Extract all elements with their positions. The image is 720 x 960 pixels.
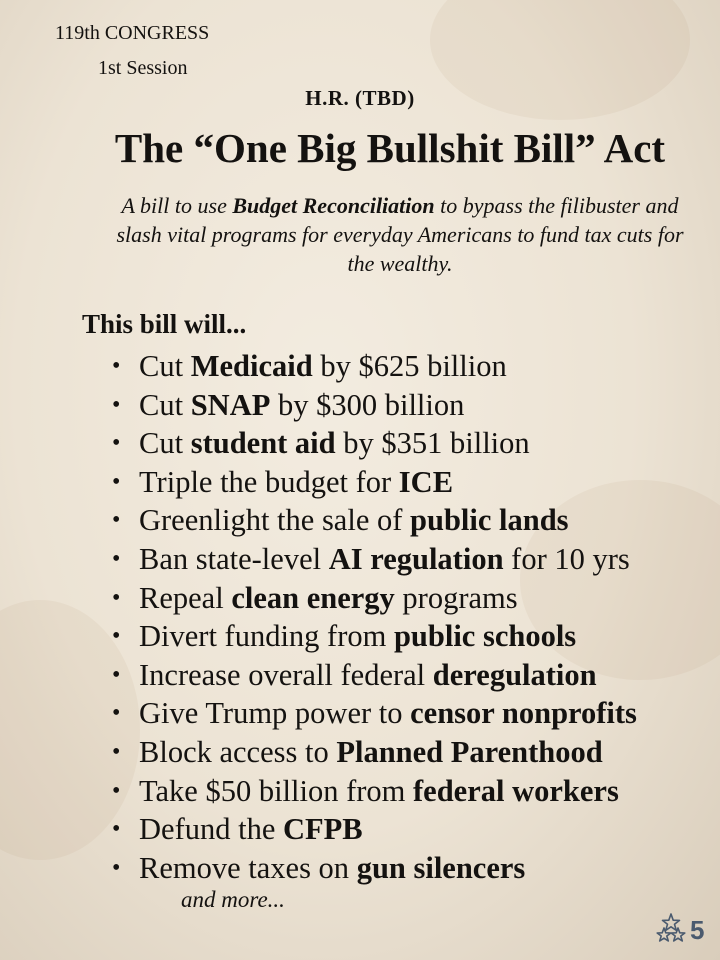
bullet-icon: • <box>112 700 121 727</box>
bullet-icon: • <box>112 584 121 611</box>
item-bold-text: Medicaid <box>190 349 313 383</box>
stars-logo-icon <box>656 912 686 946</box>
bullet-icon: • <box>112 777 121 804</box>
item-pre-text: Block access to <box>139 734 337 769</box>
item-pre-text: Cut <box>139 349 191 383</box>
bullet-icon: • <box>112 661 121 688</box>
item-pre-text: Triple the budget for <box>139 464 399 499</box>
item-pre-text: Give Trump power to <box>139 696 411 731</box>
and-more-note: and more... <box>181 887 285 912</box>
bullet-icon: • <box>112 353 121 379</box>
item-bold-text: student aid <box>190 426 336 461</box>
item-pre-text: Cut <box>139 387 191 422</box>
list-item <box>112 501 637 540</box>
bullet-icon: • <box>112 816 121 843</box>
list-item <box>112 733 637 772</box>
list-item <box>112 772 637 811</box>
list-item <box>112 347 637 386</box>
logo-number: 5 <box>690 915 705 945</box>
item-pre-text: Defund the <box>139 812 283 847</box>
list-item <box>112 463 637 502</box>
list-intro: This bill will... <box>82 309 247 339</box>
item-pre-text: Greenlight the sale of <box>139 503 411 538</box>
item-post-text: programs <box>394 580 518 615</box>
item-bold-text: public schools <box>393 619 577 654</box>
item-bold-text: Planned Parenthood <box>336 734 603 769</box>
list-item <box>112 540 637 579</box>
list-item <box>112 617 637 656</box>
congress-label: 119th CONGRESS <box>55 22 210 44</box>
item-pre-text: Repeal <box>139 580 232 615</box>
description-text: A bill to use <box>121 193 233 218</box>
bill-title: The “One Big Bullshit Bill” Act <box>114 125 666 171</box>
item-post-text: by $625 billion <box>312 349 507 383</box>
item-post-text: by $351 billion <box>335 426 530 461</box>
item-bold-text: censor nonprofits <box>410 696 637 731</box>
item-bold-text: public lands <box>410 503 569 538</box>
item-bold-text: ICE <box>398 464 454 499</box>
item-pre-text: Ban state-level <box>139 541 329 576</box>
item-bold-text: federal workers <box>413 773 619 808</box>
item-bold-text: gun silencers <box>356 850 526 885</box>
list-item <box>112 424 637 463</box>
item-pre-text: Take $50 billion from <box>139 773 414 808</box>
item-post-text: by $300 billion <box>270 387 465 422</box>
item-bold-text: clean energy <box>231 580 395 615</box>
item-bold-text: SNAP <box>190 387 271 422</box>
bullet-icon: • <box>112 468 121 495</box>
bullet-icon: • <box>112 545 121 572</box>
item-pre-text: Cut <box>139 426 191 461</box>
session-label: 1st Session <box>98 57 188 79</box>
bullet-icon: • <box>112 507 121 534</box>
item-pre-text: Divert funding from <box>139 619 394 654</box>
item-pre-text: Increase overall federal <box>139 657 433 692</box>
description-text: to bypass the filibuster and slash vital programs for everyday Americans to fund tax cuts for the wealthy. <box>116 193 684 276</box>
list-item <box>112 656 637 695</box>
bullet-icon: • <box>112 430 121 457</box>
list-item <box>112 386 637 425</box>
list-item <box>112 579 637 618</box>
item-bold-text: deregulation <box>432 657 597 692</box>
bullet-icon: • <box>112 391 121 418</box>
bullet-icon: • <box>112 854 121 881</box>
item-post-text: for 10 yrs <box>503 541 630 576</box>
list-item <box>112 810 637 849</box>
bill-description <box>110 191 690 278</box>
item-bold-text: CFPB <box>282 812 363 847</box>
list-item <box>112 849 637 888</box>
list-item <box>112 694 637 733</box>
bill-provisions-list <box>112 347 637 887</box>
item-bold-text: AI regulation <box>328 541 504 576</box>
description-bold-term: Budget Reconciliation <box>232 193 435 218</box>
bullet-icon: • <box>112 738 121 765</box>
bill-number: H.R. (TBD) <box>305 86 415 110</box>
bullet-icon: • <box>112 623 121 650</box>
item-pre-text: Remove taxes on <box>139 850 357 885</box>
